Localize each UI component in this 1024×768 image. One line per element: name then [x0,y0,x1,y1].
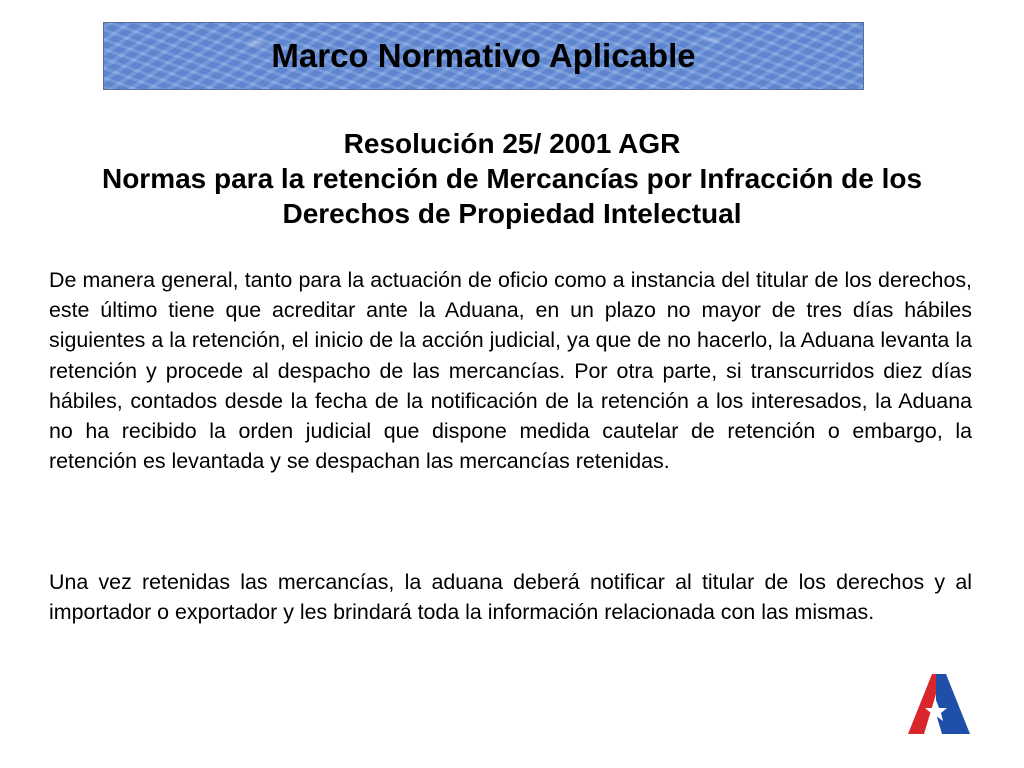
title-banner [103,22,864,90]
subtitle-line-1: Normas para la retención de Mercancías por Infracción de los [101,163,923,194]
resolution-heading: Resolución 25/ 2001 AGR [343,128,681,159]
subtitle-line-2: Derechos de Propiedad Intelectual [282,198,742,229]
body-paragraph-1: De manera general, tanto para la actuación de oficio como a instancia del titular de los derechos, este último tiene que acreditar ante la Aduana, en un plazo no mayor de tres días hábiles siguientes a la retención, el inicio de la acción judicial, ya que de no hacerlo, la Aduana levanta la retención y procede al despacho de las mercancías. Por otra parte, si transcurridos diez días hábiles, contados desde la fecha de la notificación de la retención a los interesados, la Aduana no ha recibido la orden judicial que dispone medida cautelar de retención o embargo, la retención es levantada y se despachan las mercancías retenidas. [49,268,972,474]
body-paragraph-2: Una vez retenidas las mercancías, la aduana deberá notificar al titular de los derechos y al importador o exportador y les brindará toda la información relacionada con las mismas. [49,570,972,625]
slide-title: Marco Normativo Aplicable [271,37,696,74]
subtitle-block [40,126,984,231]
aduana-logo-icon [906,670,972,736]
logo-blue-shape [936,674,970,734]
